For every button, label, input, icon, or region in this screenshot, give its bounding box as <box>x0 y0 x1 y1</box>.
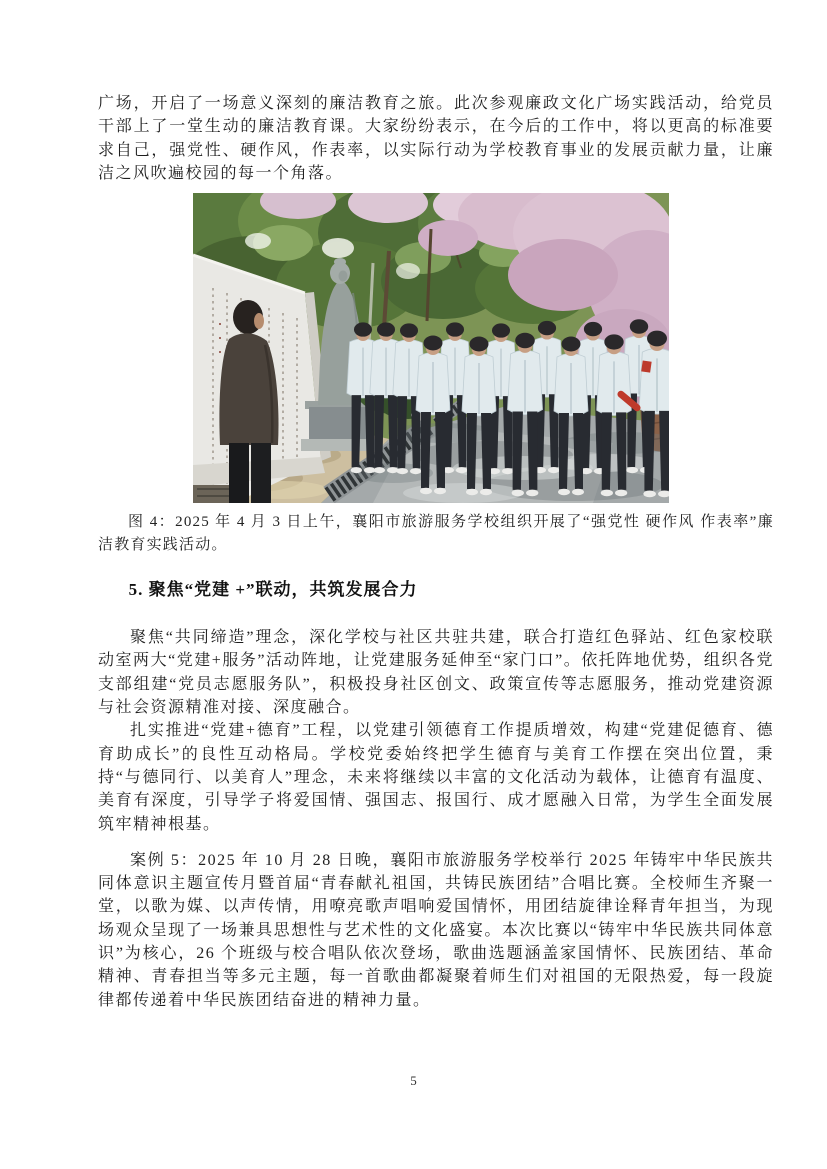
figure-4 <box>193 193 669 503</box>
page-number: 5 <box>410 1073 417 1088</box>
photo-group <box>347 319 669 497</box>
section-heading-5: 5. 聚焦“党建 +”联动，共筑发展合力 <box>128 580 418 600</box>
paragraph-community-building: 聚焦“共同缔造”理念，深化学校与社区共驻共建，联合打造红色驿站、红色家校联动室两大“党建+服务”活动阵地，让党建服务延伸至“家门口”。依托阵地优势，组织各党支部组建“党员志愿服务队”，积极投身社区创文、政策宣传等志愿服务，推动党建资源与社会资源精准对接、深度融合。 <box>98 629 774 717</box>
paragraph-case-5: 案例 5：2025 年 10 月 28 日晚，襄阳市旅游服务学校举行 2025 年铸牢中华民族共同体意识主题宣传月暨首届“青春献礼祖国，共铸民族团结”合唱比赛。全校师生齐聚一堂，以歌为媒、以声传情，用嘹亮歌声唱响爱国情怀，用团结旋律诠释青年担当，为现场观众呈现了一场兼具思想性与艺术性的文化盛宴。本次比赛以“铸牢中华民族共同体意识”为核心，26 个班级与校合唱队依次登场，歌曲选题涵盖家国情怀、民族团结、革命精神、青春担当等多元主题，每一首歌曲都凝聚着师生们对祖国的无限热爱，每一段旋律都传递着中华民族团结奋进的精神力量。 <box>98 851 774 1009</box>
figure-4-photo <box>193 193 669 503</box>
photo-red-armband <box>641 361 651 373</box>
figure-4-caption: 图 4：2025 年 4 月 3 日上午，襄阳市旅游服务学校组织开展了“强党性 硬作风 作表率”廉洁教育实践活动。 <box>98 514 774 554</box>
paragraph-moral-education: 扎实推进“党建+德育”工程，以党建引领德育工作提质增效，构建“党建促德育、德育助成长”的良性互动格局。学校党委始终把学生德育与美育工作摆在突出位置，秉持“与德同行、以美育人”理念，未来将继续以丰富的文化活动为载体，让德育有温度、美育有深度，引导学子将爱国情、强国志、报国行、成才愿融入日常，为学生全面发展筑牢精神根基。 <box>98 722 774 833</box>
paragraph-continuation: 广场，开启了一场意义深刻的廉洁教育之旅。此次参观廉政文化广场实践活动，给党员干部上了一堂生动的廉洁教育课。大家纷纷表示，在今后的工作中，将以更高的标准要求自己，强党性、硬作风，作表率，以实际行动为学校教育事业的发展贡献力量，让廉洁之风吹遍校园的每一个角落。 <box>98 95 774 182</box>
